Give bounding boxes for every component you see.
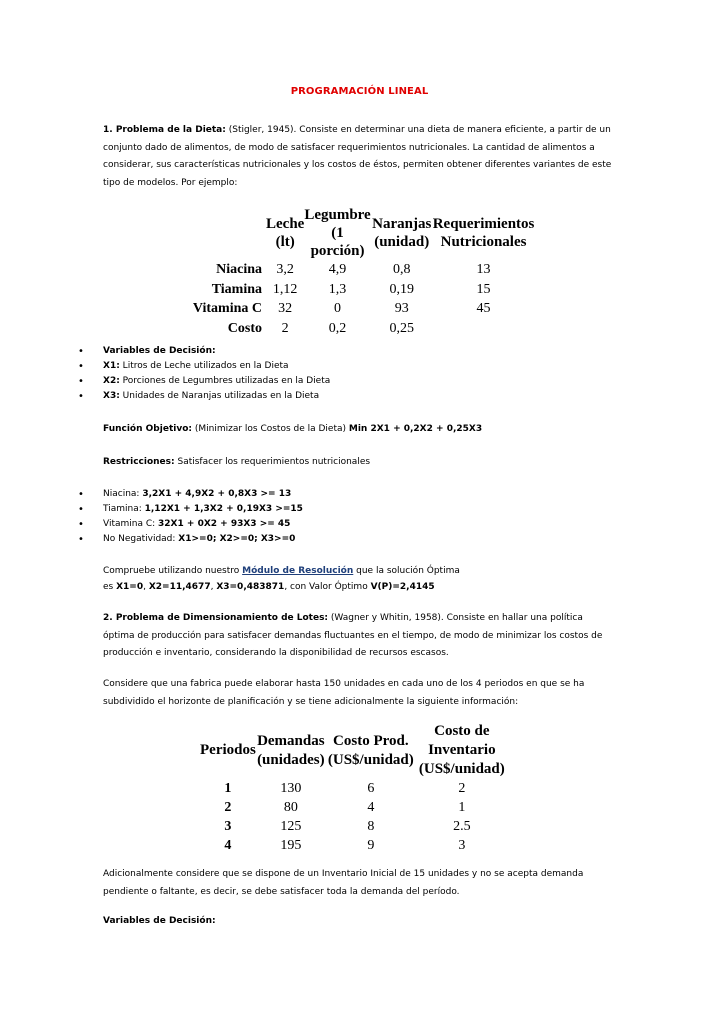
table-cell: 8 <box>367 819 375 834</box>
table-row <box>200 798 508 817</box>
problem2-intro: 2. Problema de Dimensionamiento de Lotes: (Wagner y Whitin, 1958). Consiste en hallar una política óptima de producción para satisfacer demandas fluctuantes en el tiempo, de modo de minimizar los costos de producción e inventario, considerando la disponibilidad de recursos escasos. <box>103 610 623 663</box>
column-header: Legumbre (1 porción) <box>304 207 371 259</box>
column-header: Costo de Inventario (US$/unidad) <box>418 723 505 777</box>
list-item: Niacina: 3,2X1 + 4,9X2 + 0,8X3 >= 13 <box>103 489 292 499</box>
resolution-module-link[interactable]: Módulo de Resolución <box>242 566 354 576</box>
table-row <box>190 260 534 280</box>
problem2-intro-line: producción e inventario, considerando la disponibilidad de recursos escasos. <box>103 648 449 659</box>
row-header: 2 <box>224 800 232 815</box>
table-row <box>200 779 508 798</box>
table-cell: 93 <box>394 301 409 316</box>
table-cell: 3,2 <box>276 262 294 277</box>
table-cell: 1 <box>458 800 466 815</box>
bullet-icon: • <box>78 489 84 500</box>
table-cell: 45 <box>476 301 491 316</box>
list-item: Variables de Decisión: <box>103 346 216 356</box>
problem2-additional: Adicionalmente considere que se dispone de un Inventario Inicial de 15 unidades y no se acepta demanda pendiente o faltante, es decir, se debe satisfacer toda la demanda del período. <box>103 869 584 897</box>
table-cell: 4,9 <box>328 262 347 277</box>
bullet-icon: • <box>78 361 84 372</box>
table-cell: 3 <box>458 838 466 853</box>
row-header: 4 <box>224 838 232 853</box>
row-header: Tiamina <box>211 281 262 297</box>
row-header: 3 <box>224 819 232 834</box>
table-cell: 1,3 <box>328 281 347 297</box>
problem1-intro-line: conjunto dado de alimentos, de modo de satisfacer requerimientos nutricionales. La cantidad de alimentos a <box>103 142 595 153</box>
problem2-consider: Considere que una fabrica puede elaborar hasta 150 unidades en cada uno de los 4 periodos en que se ha subdividido el horizonte de planificación y se tiene adicionalmente la siguiente información: <box>103 679 585 707</box>
list-item: X3: Unidades de Naranjas utilizadas en la Dieta <box>103 391 320 401</box>
problem1-intro-line: considerar, sus características nutricionales y los costos de éstos, permiten obtener diferentes variantes de este <box>103 160 612 171</box>
solution-values: es X1=0, X2=11,4677, X3=0,483871, con Valor Óptimo V(P)=2,4145 <box>103 582 435 592</box>
table-cell: 0 <box>334 301 342 316</box>
problem1-intro-line: tipo de modelos. Por ejemplo: <box>103 177 238 188</box>
table-cell: 0,19 <box>389 281 414 297</box>
list-item: X2: Porciones de Legumbres utilizadas en la Dieta <box>103 376 331 386</box>
problem2-variables-heading: Variables de Decisión: <box>103 916 216 926</box>
column-header: Costo Prod. (US$/unidad) <box>327 732 414 768</box>
table-cell: 6 <box>367 781 375 796</box>
column-header: Requerimientos Nutricionales <box>432 216 535 250</box>
table-cell: 15 <box>476 281 491 297</box>
bullet-icon: • <box>78 534 84 545</box>
table-cell: 9 <box>367 838 375 853</box>
table-cell: 130 <box>280 781 302 796</box>
table-cell: 4 <box>367 800 375 815</box>
solution-text: Compruebe utilizando nuestro Módulo de Resolución que la solución Óptima <box>103 566 460 576</box>
objective-function: Función Objetivo: (Minimizar los Costos de la Dieta) Min 2X1 + 0,2X2 + 0,25X3 <box>103 424 483 434</box>
table-cell <box>433 319 535 339</box>
column-header: Naranjas (unidad) <box>372 216 432 250</box>
bullet-icon: • <box>78 519 84 530</box>
table-cell: 2.5 <box>453 819 471 834</box>
table-row <box>190 280 534 300</box>
table-cell: 0,2 <box>328 320 347 336</box>
restrictions: Restricciones: Satisfacer los requerimientos nutricionales <box>103 457 371 467</box>
table-row <box>200 817 508 836</box>
table-row <box>200 836 508 855</box>
row-header: Costo <box>227 320 262 336</box>
problem2-intro-line: óptima de producción para satisfacer demandas fluctuantes en el tiempo, de modo de minimizar los costos de <box>103 630 603 641</box>
bullet-icon: • <box>78 376 84 387</box>
diet-table <box>190 206 534 338</box>
table-cell: 2 <box>458 781 466 796</box>
table-header-row <box>200 722 508 779</box>
list-item: Vitamina C: 32X1 + 0X2 + 93X3 >= 45 <box>103 519 291 529</box>
problem1-intro <box>103 122 623 192</box>
page-title: PROGRAMACIÓN LINEAL <box>290 86 429 97</box>
table-cell: 13 <box>476 262 491 277</box>
bullet-icon: • <box>78 504 84 515</box>
list-item: No Negatividad: X1>=0; X2>=0; X3>=0 <box>103 534 296 544</box>
bullet-icon: • <box>78 391 84 402</box>
table-cell: 1,12 <box>272 281 298 297</box>
column-header: Periodos <box>200 742 256 758</box>
problem2-heading: 2. Problema de Dimensionamiento de Lotes: <box>103 613 329 623</box>
lot-sizing-table <box>200 722 508 855</box>
table-cell: 32 <box>278 301 293 316</box>
table-cell: 2 <box>281 320 289 336</box>
problem1-heading: 1. Problema de la Dieta: <box>103 125 226 135</box>
problem1-intro-line: (Stigler, 1945). Consiste en determinar una dieta de manera eficiente, a partir de un <box>225 125 611 135</box>
column-header: Demandas (unidades) <box>257 732 325 768</box>
table-cell: 125 <box>280 819 302 834</box>
column-header: Leche (lt) <box>266 216 305 250</box>
list-item: X1: Litros de Leche utilizados en la Dieta <box>103 361 289 371</box>
table-header-row <box>190 206 534 260</box>
list-item: Tiamina: 1,12X1 + 1,3X2 + 0,19X3 >=15 <box>103 504 303 514</box>
table-cell: 195 <box>280 838 302 853</box>
table-row <box>190 319 534 339</box>
row-header: 1 <box>224 781 232 796</box>
bullet-icon: • <box>78 346 84 357</box>
table-cell: 80 <box>283 800 298 815</box>
row-header: Vitamina C <box>192 301 262 316</box>
table-row <box>190 299 534 319</box>
table-cell: 0,25 <box>389 320 414 336</box>
row-header: Niacina <box>216 262 262 277</box>
table-cell: 0,8 <box>392 262 411 277</box>
